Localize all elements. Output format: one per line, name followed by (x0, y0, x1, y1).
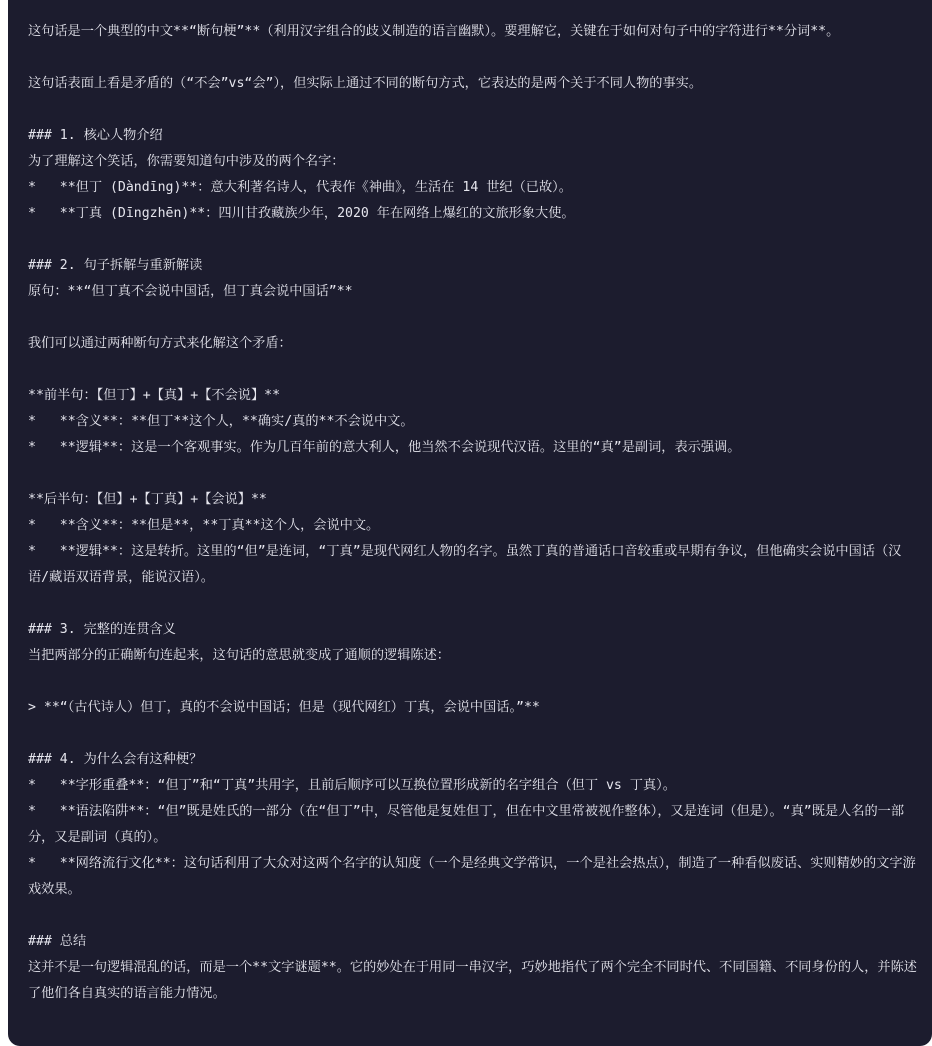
blank-line (28, 903, 918, 929)
text-line: 为了理解这个笑话，你需要知道句中涉及的两个名字： (28, 154, 345, 169)
blank-line (28, 45, 918, 71)
blank-line (28, 227, 918, 253)
blank-line (28, 97, 918, 123)
list-item: * **逻辑**：这是转折。这里的“但”是连词，“丁真”是现代网红人物的名字。虽然丁真的普通话口音较重或早期有争议，但他确实会说中国话（汉语/藏语双语背景，能说汉语）。 (28, 544, 902, 585)
text-line: 原句：**“但丁真不会说中国话，但丁真会说中国话”** (28, 284, 353, 299)
section-heading: ### 3. 完整的连贯含义 (28, 622, 176, 637)
list-item: * **含义**：**但是**，**丁真**这个人，会说中文。 (28, 518, 380, 533)
text-line: 这句话是一个典型的中文**“断句梗”**（利用汉字组合的歧义制造的语言幽默）。要理解它，关键在于如何对句子中的字符进行**分词**。 (28, 24, 840, 39)
list-item: * **但丁 (Dàndīng)**：意大利著名诗人，代表作《神曲》，生活在 14 世纪（已故）。 (28, 180, 572, 195)
message-panel (8, 0, 932, 1046)
list-item: * **含义**：**但丁**这个人，**确实/真的**不会说中文。 (28, 414, 414, 429)
list-item: * **丁真 (Dīngzhēn)**：四川甘孜藏族少年，2020 年在网络上爆红的文旅形象大使。 (28, 206, 575, 221)
blank-line (28, 305, 918, 331)
text-line: 当把两部分的正确断句连起来，这句话的意思就变成了通顺的逻辑陈述： (28, 648, 450, 663)
text-line: **后半句：【但】+【丁真】+【会说】** (28, 492, 267, 507)
list-item: * **字形重叠**：“但丁”和“丁真”共用字，且前后顺序可以互换位置形成新的名字组合（但丁 vs 丁真）。 (28, 778, 676, 793)
text-line: 这并不是一句逻辑混乱的话，而是一个**文字谜题**。它的妙处在于用同一串汉字，巧妙地指代了两个完全不同时代、不同国籍、不同身份的人，并陈述了他们各自真实的语言能力情况。 (28, 960, 917, 1001)
list-item: * **语法陷阱**：“但”既是姓氏的一部分（在“但丁”中，尽管他是复姓但丁，但在中文里常被视作整体），又是连词（但是）。“真”既是人名的一部分，又是副词（真的）。 (28, 804, 905, 845)
blockquote-line: > **“（古代诗人）但丁，真的不会说中国话；但是（现代网红）丁真，会说中国话。”** (28, 700, 540, 715)
list-item: * **网络流行文化**：这句话利用了大众对这两个名字的认知度（一个是经典文学常识，一个是社会热点），制造了一种看似废话、实则精妙的文字游戏效果。 (28, 856, 916, 897)
blank-line (28, 461, 918, 487)
list-item: * **逻辑**：这是一个客观事实。作为几百年前的意大利人，他当然不会说现代汉语。这里的“真”是副词，表示强调。 (28, 440, 741, 455)
text-line: 这句话表面上看是矛盾的（“不会”vs“会”），但实际上通过不同的断句方式，它表达的是两个关于不同人物的事实。 (28, 76, 703, 91)
message-content (28, 19, 918, 1007)
blank-line (28, 591, 918, 617)
blank-line (28, 357, 918, 383)
blank-line (28, 669, 918, 695)
blank-line (28, 721, 918, 747)
section-heading: ### 总结 (28, 934, 87, 949)
section-heading: ### 1. 核心人物介绍 (28, 128, 163, 143)
text-line: 我们可以通过两种断句方式来化解这个矛盾： (28, 336, 292, 351)
section-heading: ### 2. 句子拆解与重新解读 (28, 258, 203, 273)
section-heading: ### 4. 为什么会有这种梗？ (28, 752, 203, 767)
text-line: **前半句：【但丁】+【真】+【不会说】** (28, 388, 281, 403)
